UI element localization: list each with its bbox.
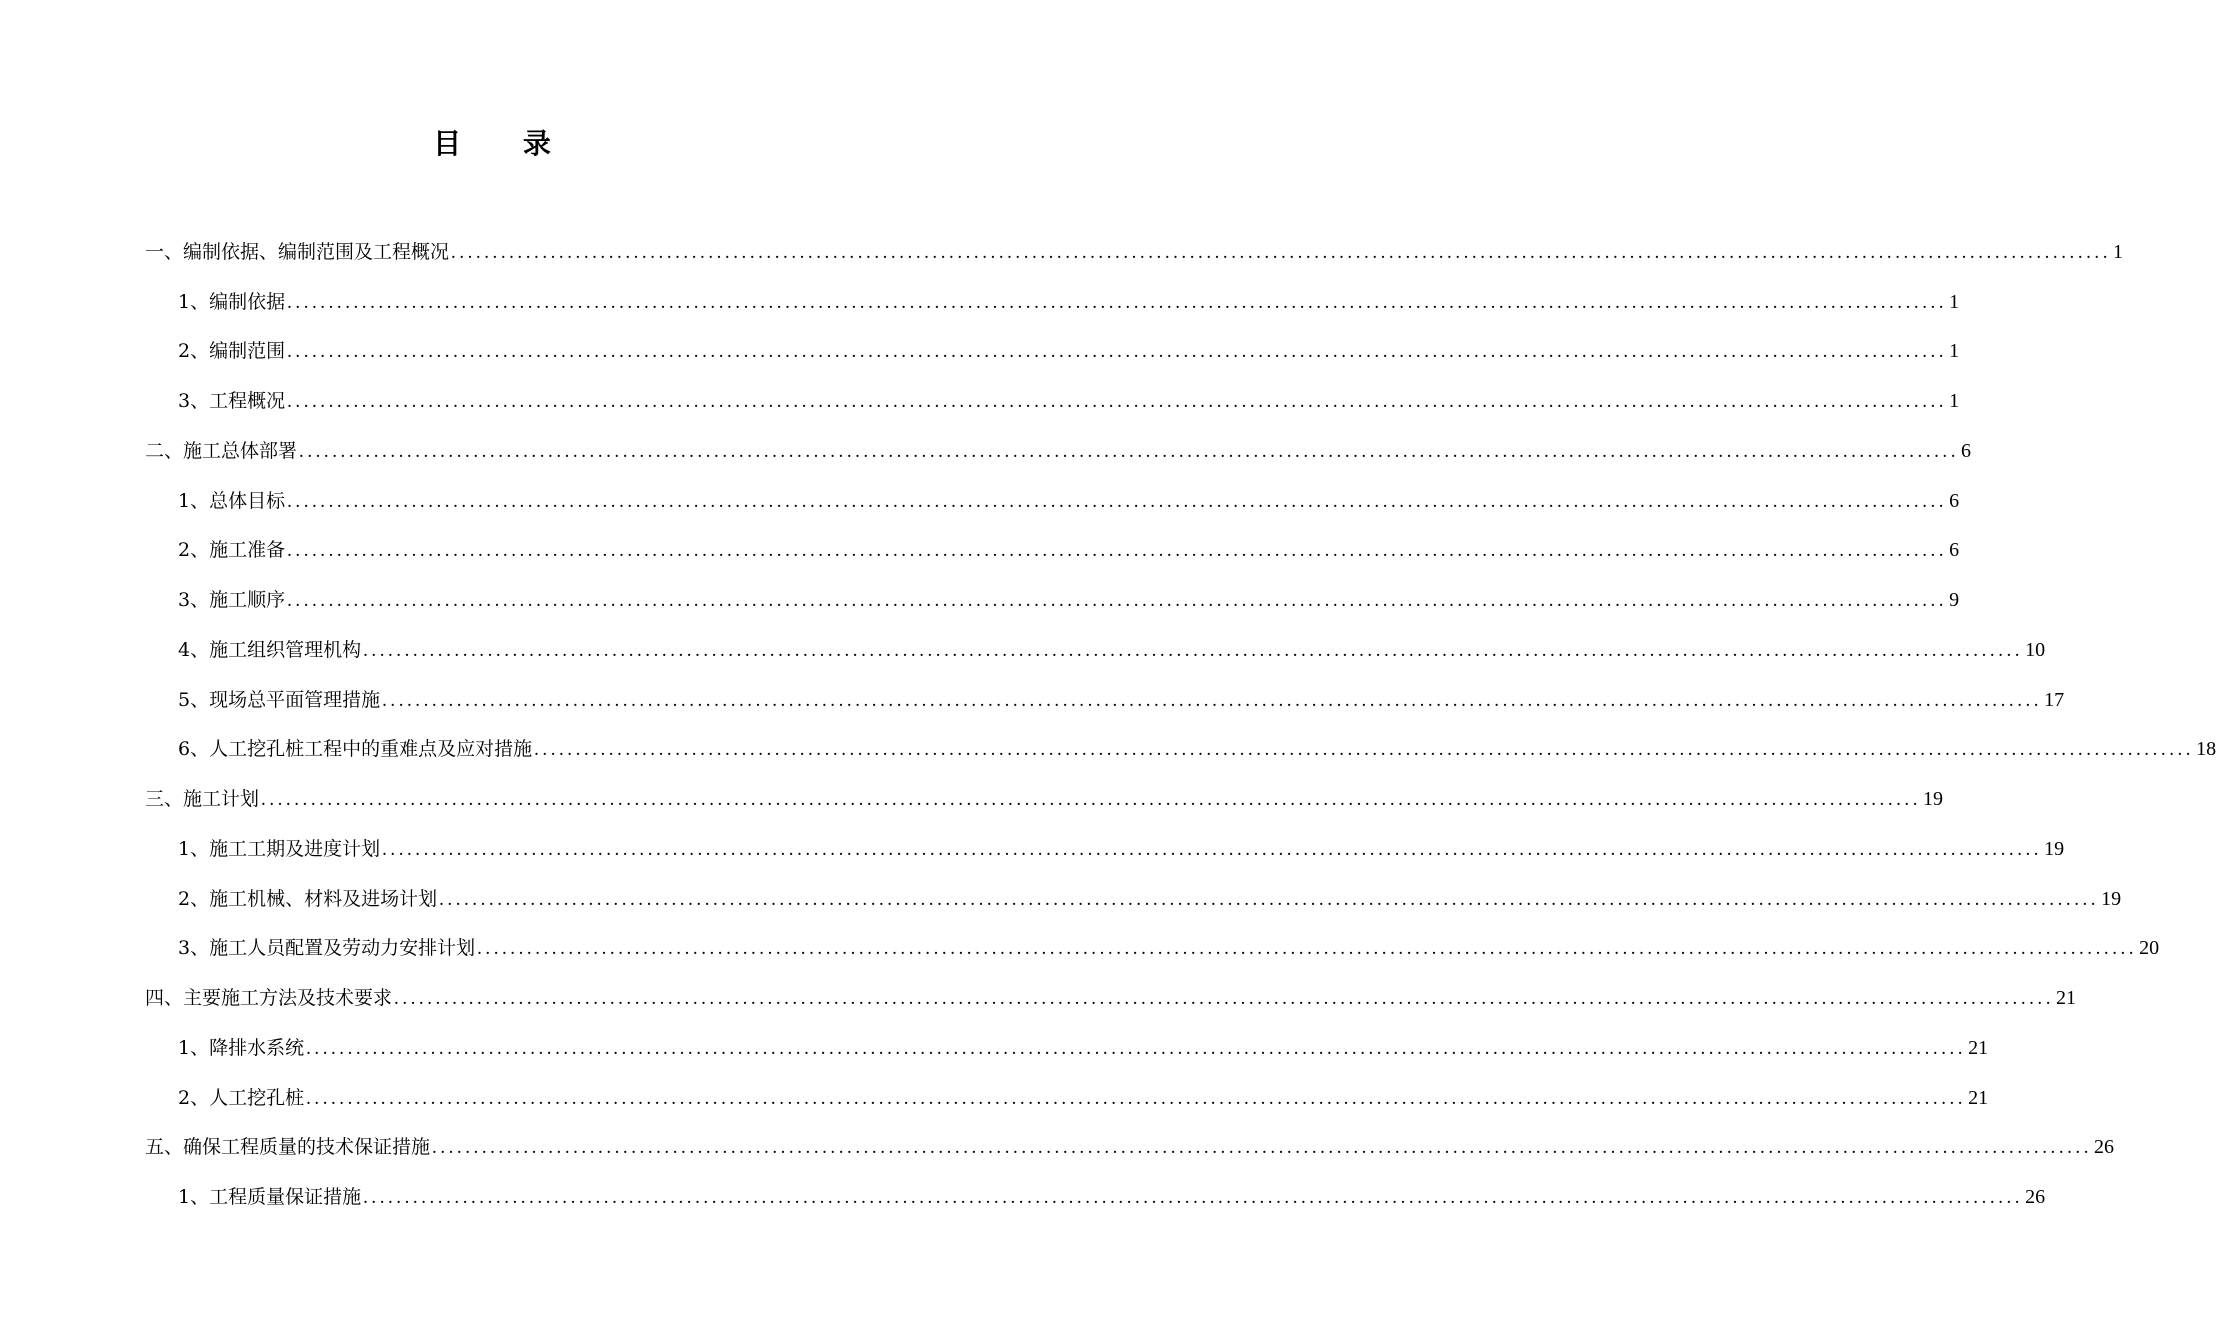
toc-entry[interactable] [145, 612, 2046, 662]
toc-entry-label: 1、施工工期及进度计划 [178, 837, 381, 860]
toc-entry-label: 3、施工顺序 [178, 589, 286, 611]
toc-entry-label: 1、降排水系统 [178, 1036, 305, 1059]
toc-entry[interactable] [145, 761, 1944, 811]
toc-dot-leader: ........................................................................................................................................................................................................ [306, 1037, 1967, 1059]
toc-dot-leader: ........................................................................................................................................................................................................ [451, 241, 2112, 263]
toc-entry[interactable] [145, 413, 1972, 463]
toc-page-number: 1 [1949, 340, 1960, 363]
toc-dot-leader: ........................................................................................................................................................................................................ [287, 540, 1948, 562]
toc-entry-label: 1、编制依据 [178, 290, 286, 313]
toc-entry[interactable] [145, 712, 2216, 762]
toc-dot-leader: ........................................................................................................................................................................................................ [534, 739, 2195, 761]
toc-entry-label: 1、总体目标 [178, 489, 286, 512]
toc-page-number: 1 [1949, 290, 1960, 313]
toc-entry-label: 3、施工人员配置及劳动力安排计划 [178, 937, 476, 960]
toc-page-number: 21 [1968, 1036, 1989, 1059]
toc-page-number: 6 [1949, 539, 1960, 562]
toc-entry-label: 5、现场总平面管理措施 [178, 688, 381, 711]
toc-entry[interactable] [145, 513, 1960, 563]
toc-page-number: 19 [1923, 788, 1944, 810]
toc-dot-leader: ........................................................................................................................................................................................................ [394, 988, 2055, 1009]
toc-entry[interactable] [145, 911, 2160, 961]
toc-page-number: 17 [2044, 688, 2065, 711]
toc-entry-label: 6、人工挖孔桩工程中的重难点及应对措施 [178, 738, 533, 761]
toc-dot-leader: ........................................................................................................................................................................................................ [287, 490, 1948, 512]
toc-entry[interactable] [145, 861, 2122, 911]
toc-dot-leader: ........................................................................................................................................................................................................ [382, 838, 2043, 860]
toc-entry-label: 3、工程概况 [178, 390, 286, 412]
toc-entry[interactable] [145, 463, 1960, 513]
toc-page-number: 20 [2139, 937, 2160, 960]
toc-dot-leader: ........................................................................................................................................................................................................ [287, 341, 1948, 363]
toc-entry[interactable] [145, 1010, 1989, 1060]
toc-entry-label: 四、主要施工方法及技术要求 [145, 987, 393, 1009]
toc-entry[interactable] [145, 562, 1960, 612]
toc-entry[interactable] [145, 314, 1960, 364]
toc-entry[interactable] [145, 960, 2077, 1010]
toc-page-number: 21 [1968, 1086, 1989, 1109]
toc-entry-label: 2、人工挖孔桩 [178, 1086, 305, 1109]
toc-page-number: 26 [2025, 1186, 2046, 1208]
toc-page-number: 18 [2196, 738, 2216, 761]
toc-page-number: 21 [2056, 987, 2077, 1009]
toc-dot-leader: ........................................................................................................................................................................................................ [306, 1087, 1967, 1109]
toc-entry-label: 4、施工组织管理机构 [178, 638, 362, 661]
toc-entry-label: 一、编制依据、编制范围及工程概况 [145, 240, 450, 263]
toc-dot-leader: ........................................................................................................................................................................................................ [287, 590, 1948, 611]
toc-dot-leader: ........................................................................................................................................................................................................ [363, 1187, 2024, 1208]
toc-entry[interactable] [145, 264, 1960, 314]
toc-entry[interactable] [145, 363, 1960, 413]
toc-entry[interactable] [145, 811, 2065, 861]
toc-page-number: 19 [2101, 887, 2122, 910]
toc-dot-leader: ........................................................................................................................................................................................................ [299, 440, 1960, 462]
toc-dot-leader: ........................................................................................................................................................................................................ [287, 291, 1948, 313]
toc-entry-label: 1、工程质量保证措施 [178, 1186, 362, 1208]
toc-dot-leader: ........................................................................................................................................................................................................ [287, 391, 1948, 412]
toc-page-number: 26 [2094, 1136, 2115, 1159]
toc-entry-label: 三、施工计划 [145, 788, 260, 810]
toc-entry-label: 二、施工总体部署 [145, 439, 298, 462]
toc-entry-label: 2、施工准备 [178, 539, 286, 562]
toc-page-number: 1 [1949, 390, 1960, 412]
toc-dot-leader: ........................................................................................................................................................................................................ [382, 689, 2043, 711]
toc-page-number: 19 [2044, 837, 2065, 860]
toc-entry-label: 2、施工机械、材料及进场计划 [178, 887, 438, 910]
toc-page-number: 9 [1949, 589, 1960, 611]
table-of-contents [145, 214, 2216, 1209]
toc-page-number: 6 [1949, 489, 1960, 512]
toc-entry[interactable] [145, 214, 2124, 264]
toc-dot-leader: ........................................................................................................................................................................................................ [432, 1137, 2093, 1159]
toc-entry-label: 五、确保工程质量的技术保证措施 [145, 1136, 431, 1159]
toc-dot-leader: ........................................................................................................................................................................................................ [261, 789, 1922, 810]
toc-entry[interactable] [145, 662, 2065, 712]
toc-dot-leader: ........................................................................................................................................................................................................ [477, 938, 2138, 960]
toc-entry-label: 2、编制范围 [178, 340, 286, 363]
toc-entry[interactable] [145, 1159, 2046, 1209]
toc-page-number: 1 [2113, 240, 2124, 263]
toc-entry[interactable] [145, 1110, 2115, 1160]
toc-entry[interactable] [145, 1060, 1989, 1110]
toc-dot-leader: ........................................................................................................................................................................................................ [439, 888, 2100, 910]
page-title: 目 录 [433, 127, 577, 160]
toc-page-number: 6 [1961, 439, 1972, 462]
toc-page-number: 10 [2025, 638, 2046, 661]
toc-dot-leader: ........................................................................................................................................................................................................ [363, 639, 2024, 661]
